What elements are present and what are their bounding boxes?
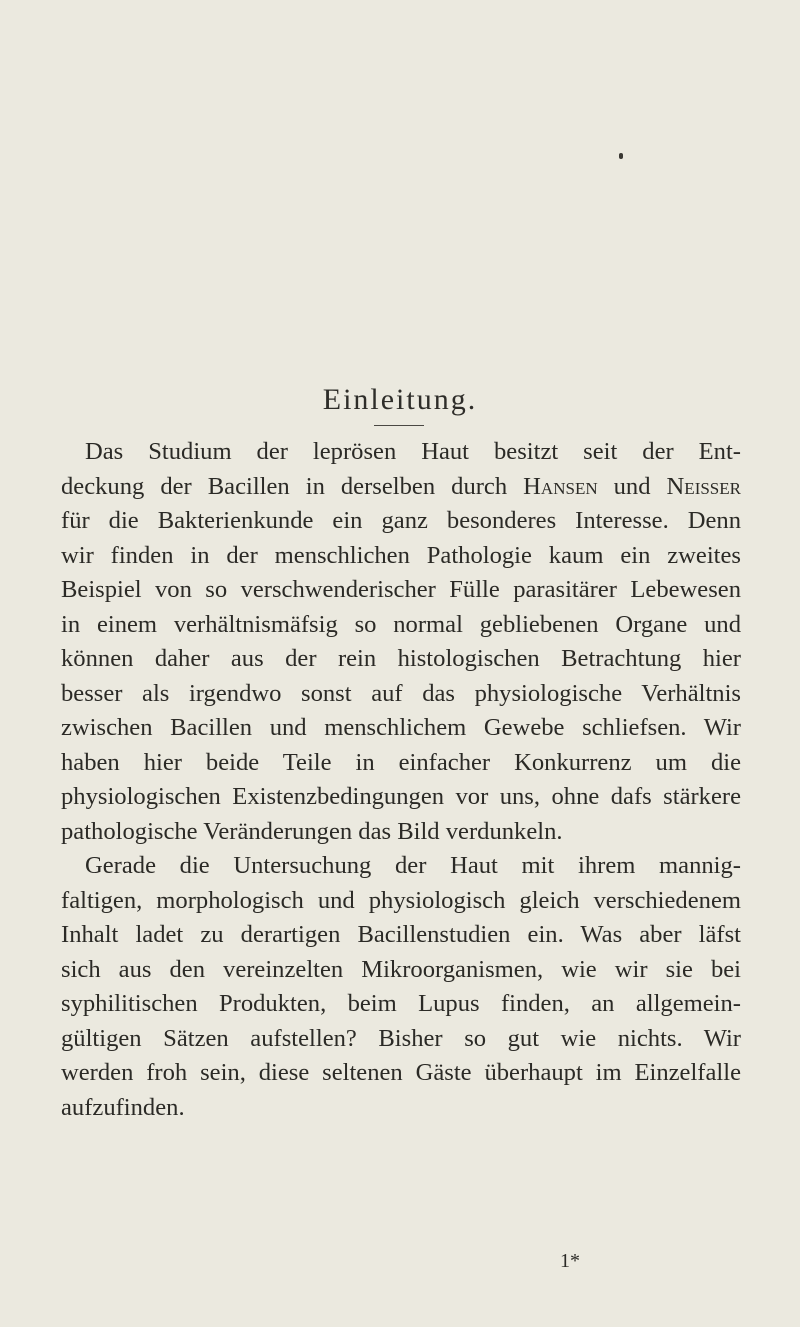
text-segment: wir finden in der menschlichen Pathologie kaum ein zweites <box>61 541 741 569</box>
text-line <box>61 608 741 643</box>
text-line <box>61 746 741 781</box>
text-segment: faltigen, morphologisch und physiologisch gleich verschiedenem <box>61 886 741 914</box>
text-line <box>61 711 741 746</box>
text-line <box>61 642 741 677</box>
text-line <box>61 1056 741 1091</box>
author-name: Neisser <box>666 472 741 500</box>
signature-mark: 1* <box>560 1250 580 1272</box>
paragraph-1 <box>61 435 741 849</box>
text-segment: Beispiel von so verschwenderischer Fülle parasitärer Lebewesen <box>61 576 741 603</box>
text-segment: besser als irgendwo sonst auf das physiologische Verhältnis <box>61 679 741 707</box>
paragraph-2 <box>61 849 741 1125</box>
author-name: Hansen <box>523 472 598 500</box>
text-segment: haben hier beide Teile in einfacher Konkurrenz um die <box>61 748 741 776</box>
body-text <box>61 435 741 1125</box>
text-line <box>61 780 741 815</box>
text-line <box>61 435 741 470</box>
text-segment: für die Bakterienkunde ein ganz besonderes Interesse. Denn <box>61 507 741 534</box>
text-line <box>61 987 741 1022</box>
text-segment: gültigen Sätzen aufstellen? Bisher so gut wie nichts. Wir <box>61 1024 741 1052</box>
text-segment: pathologische Veränderungen das Bild verdunkeln. <box>61 817 563 845</box>
text-segment: und <box>597 472 667 500</box>
text-segment: aufzufinden. <box>61 1093 185 1121</box>
text-line <box>61 504 741 539</box>
text-segment: syphilitischen Produkten, beim Lupus finden, an allgemein- <box>61 990 741 1017</box>
text-line <box>61 918 741 953</box>
text-line <box>61 849 741 884</box>
heading-rule <box>374 425 424 426</box>
text-line <box>61 470 741 505</box>
text-segment: sich aus den vereinzelten Mikroorganismen, wie wir sie bei <box>61 955 741 983</box>
text-segment: Das Studium der leprösen Haut besitzt seit der Ent- <box>85 438 741 465</box>
text-segment: können daher aus der rein histologischen Betrachtung hier <box>61 645 741 672</box>
text-line <box>61 1091 741 1126</box>
text-line <box>61 953 741 988</box>
text-segment: Gerade die Untersuchung der Haut mit ihrem mannig- <box>85 852 741 879</box>
text-line <box>61 1022 741 1057</box>
text-segment: zwischen Bacillen und menschlichem Gewebe schliefsen. Wir <box>61 714 741 741</box>
text-segment: in einem verhältnismäfsig so normal gebliebenen Organe und <box>61 610 741 638</box>
text-line <box>61 815 741 850</box>
text-line <box>61 677 741 712</box>
text-segment: physiologischen Existenzbedingungen vor uns, ohne dafs stärkere <box>61 783 741 810</box>
text-line <box>61 573 741 608</box>
text-segment: Inhalt ladet zu derartigen Bacillenstudien ein. Was aber läfst <box>61 921 741 948</box>
ink-speck <box>619 153 623 159</box>
text-line <box>61 884 741 919</box>
chapter-heading: Einleitung. <box>322 383 478 416</box>
text-segment: werden froh sein, diese seltenen Gäste überhaupt im Einzelfalle <box>61 1059 741 1086</box>
text-line <box>61 539 741 574</box>
text-segment: deckung der Bacillen in derselben durch <box>61 472 524 500</box>
